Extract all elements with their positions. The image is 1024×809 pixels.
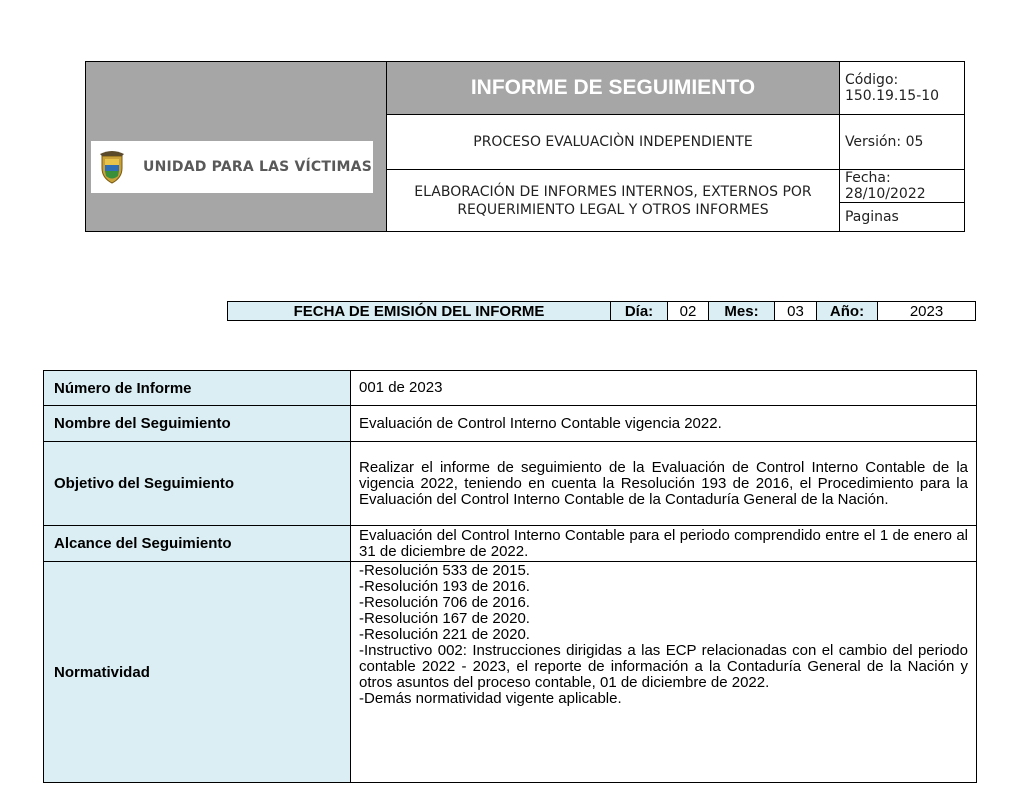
paginas-field: Paginas: [839, 203, 964, 232]
document-title: INFORME DE SEGUIMIENTO: [387, 62, 840, 115]
list-item: -Demás normatividad vigente aplicable.: [359, 690, 622, 707]
fecha-emision-bar: [227, 301, 976, 321]
dia-value: 02: [668, 302, 709, 321]
list-item: -Resolución 533 de 2015.: [359, 562, 530, 579]
row-label: Número de Informe: [44, 371, 351, 406]
logo: [91, 141, 373, 193]
elaboracion-field: ELABORACIÓN DE INFORMES INTERNOS, EXTERNOS POR REQUERIMIENTO LEGAL Y OTROS INFORMES: [387, 170, 840, 232]
document-header: [85, 61, 965, 232]
fecha-field: Fecha: 28/10/2022: [839, 170, 964, 203]
table-row: [44, 562, 977, 783]
row-label: Alcance del Seguimiento: [44, 526, 351, 562]
logo-text: UNIDAD PARA LAS VÍCTIMAS: [143, 159, 372, 175]
dia-label: Día:: [611, 302, 668, 321]
fecha-emision-label: FECHA DE EMISIÓN DEL INFORME: [228, 302, 611, 321]
normatividad-label: Normatividad: [44, 562, 351, 783]
row-value: Evaluación del Control Interno Contable para el periodo comprendido entre el 1 de enero al 31 de diciembre de 2022.: [351, 526, 977, 562]
anio-label: Año:: [817, 302, 878, 321]
logo-cell: [86, 62, 387, 232]
normatividad-list: [351, 562, 977, 783]
version-field: Versión: 05: [839, 115, 964, 170]
list-item: -Instructivo 002: Instrucciones dirigidas a las ECP relacionadas con el cambio del periodo contable 2022 - 2023, el reporte de información a la Contaduría General de la Nación y otros asuntos del proceso contable, 01 de diciembre de 2022.: [359, 642, 968, 691]
row-label: Objetivo del Seguimiento: [44, 442, 351, 526]
list-item: -Resolución 706 de 2016.: [359, 594, 530, 611]
table-row: [44, 371, 977, 406]
codigo-field: Código: 150.19.15-10: [839, 62, 964, 115]
list-item: -Resolución 193 de 2016.: [359, 578, 530, 595]
row-value: Realizar el informe de seguimiento de la Evaluación de Control Interno Contable de la vigencia 2022, teniendo en cuenta la Resolución 193 de 2016, el Procedimiento para la Evaluación del Control Interno Contable de la Contaduría General de la Nación.: [351, 442, 977, 526]
anio-value: 2023: [878, 302, 976, 321]
proceso-field: PROCESO EVALUACIÒN INDEPENDIENTE: [387, 115, 840, 170]
row-label: Nombre del Seguimiento: [44, 406, 351, 442]
table-row: [44, 406, 977, 442]
coat-of-arms-icon: [99, 150, 125, 184]
mes-value: 03: [775, 302, 817, 321]
table-row: [44, 442, 977, 526]
row-value: Evaluación de Control Interno Contable vigencia 2022.: [351, 406, 977, 442]
list-item: -Resolución 221 de 2020.: [359, 626, 530, 643]
informe-table: [43, 370, 977, 783]
row-value: 001 de 2023: [351, 371, 977, 406]
table-row: [44, 526, 977, 562]
mes-label: Mes:: [709, 302, 775, 321]
list-item: -Resolución 167 de 2020.: [359, 610, 530, 627]
